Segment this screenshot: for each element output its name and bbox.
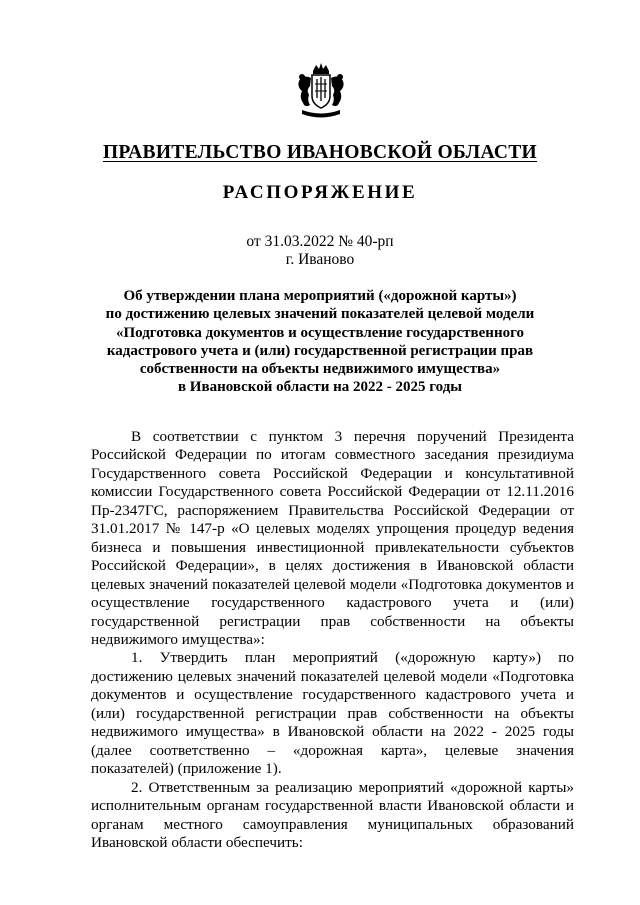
subject-line: Об утверждении плана мероприятий («дорожной карты»): [123, 288, 517, 304]
subject-line: в Ивановской области на 2022 - 2025 годы: [177, 379, 463, 396]
government-title: ПРАВИТЕЛЬСТВО ИВАНОВСКОЙ ОБЛАСТИ: [102, 142, 538, 163]
document-body: [91, 428, 574, 852]
document-type-title: РАСПОРЯЖЕНИЕ: [222, 182, 418, 203]
coat-of-arms-icon: [294, 62, 348, 122]
clause-2-paragraph: 2. Ответственным за реализацию мероприятий «дорожной карты» исполнительным органам государственной власти Ивановской области и органам местного самоуправления муниципальных образований Ивановской области обеспечить:: [91, 778, 574, 851]
subject-line: кадастрового учета и (или) государственной регистрации прав: [106, 342, 534, 359]
subject-line: по достижению целевых значений показателей целевой модели: [105, 306, 535, 323]
city: г. Иваново: [285, 251, 355, 268]
subject-line: «Подготовка документов и осуществление государственного: [115, 324, 525, 341]
date-block: [60, 233, 580, 269]
subject-line: собственности на объекты недвижимого имущества»: [139, 361, 501, 378]
document-subject: [80, 287, 560, 397]
date-number: от 31.03.2022 № 40-рп: [246, 233, 394, 250]
preamble-paragraph: В соответствии с пунктом 3 перечня поручений Президента Российской Федерации по итогам совместного заседания президиума Государственного совета Российской Федерации и консультативной комиссии Государственного совета Российской Федерации от 12.11.2016 Пр-2347ГС, распоряжением Правительства Российской Федерации от 31.01.2017 № 147-р «О целевых моделях упрощения процедур ведения бизнеса и повышения инвестиционной привлекательности субъектов Российской Федерации», в целях достижения в Ивановской области целевых значений показателей целевой модели «Подготовка документов и осуществление государственного кадастрового учета и (или) государственной регистрации прав собственности на объекты недвижимого имущества»:: [91, 428, 574, 648]
clause-1-paragraph: 1. Утвердить план мероприятий («дорожную карту») по достижению целевых значений показателей целевой модели «Подготовка документов и осуществление государственного кадастрового учета и (или) государственной регистрации прав собственности на объекты недвижимого имущества» в Ивановской области на 2022 - 2025 годы (далее соответственно – «дорожная карта», целевые значения показателей) (приложение 1).: [91, 649, 574, 778]
